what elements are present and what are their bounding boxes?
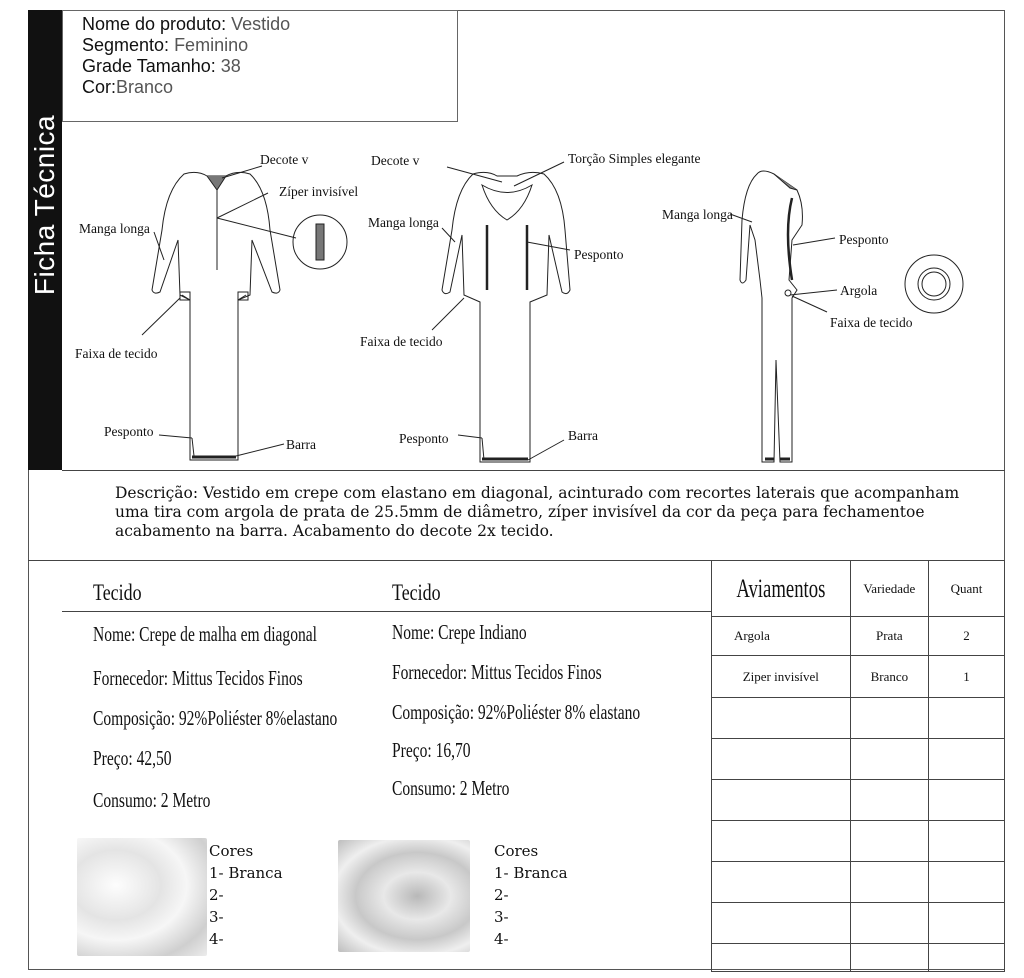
trims-header-row	[712, 561, 1005, 617]
trim-1-quantity: 2	[929, 617, 1005, 656]
product-segment-value: Feminino	[169, 35, 249, 55]
fabric-2-color-3: 3-	[494, 908, 509, 926]
fabric-2-color-2: 2-	[494, 886, 509, 904]
trims-table	[711, 560, 1005, 972]
front-view-drawing	[142, 166, 347, 460]
label-front-topstitch: Pesponto	[104, 424, 154, 439]
product-size-label: Grade Tamanho:	[82, 56, 216, 76]
fabric-2-colors	[494, 840, 568, 950]
product-segment-row	[82, 35, 457, 56]
product-description: Descrição: Vestido em crepe com elastano em diagonal, acinturado com recortes laterais que acompanham uma tira com argola de prata de 25.5mm de diâmetro, zíper invisível da cor da peça para fechamentoe acabamento na barra. Acabamento do decote 2x tecido.	[115, 484, 960, 540]
fabric-1-name: Nome: Crepe de malha em diagonal	[93, 622, 317, 646]
fabric-2-composition: Composição: 92%Poliéster 8% elastano	[392, 700, 641, 724]
label-front-sleeve: Manga longa	[79, 221, 150, 236]
table-row	[712, 780, 1005, 821]
back-view-drawing	[432, 162, 570, 462]
fabric-2-colors-title: Cores	[494, 842, 539, 860]
fabric-1-colors	[209, 840, 283, 950]
label-front-band: Faixa de tecido	[75, 346, 158, 361]
fabric-1-consumption: Consumo: 2 Metro	[93, 788, 211, 812]
fabric-1-swatch	[77, 838, 207, 956]
trims-header-name: Aviamentos	[712, 561, 851, 617]
label-front-neckline: Decote v	[260, 152, 309, 167]
divider-drawings	[62, 470, 1005, 471]
trims-header-variety: Variedade	[850, 561, 928, 617]
trim-2-variety: Branco	[850, 656, 928, 698]
label-front-zipper: Zíper invisível	[279, 184, 359, 199]
table-row	[712, 944, 1005, 972]
fabric-1-colors-title: Cores	[209, 842, 254, 860]
fabric-1-color-3: 3-	[209, 908, 224, 926]
fabric-1-price: Preço: 42,50	[93, 746, 172, 770]
technical-drawings	[62, 130, 1004, 470]
trim-1-name: Argola	[712, 617, 851, 656]
divider-fabric-title	[62, 611, 711, 612]
fabric-2-color-4: 4-	[494, 930, 509, 948]
fabric-2-consumption: Consumo: 2 Metro	[392, 776, 510, 800]
product-size-value: 38	[215, 56, 241, 76]
fabric-2-name: Nome: Crepe Indiano	[392, 620, 527, 644]
product-color-label: Cor:	[82, 77, 117, 97]
product-color-row	[82, 77, 457, 98]
fabric-2-title: Tecido	[392, 580, 441, 605]
table-row	[712, 903, 1005, 944]
table-row	[712, 656, 1005, 698]
trim-2-quantity: 1	[929, 656, 1005, 698]
fabric-2-supplier: Fornecedor: Mittus Tecidos Finos	[392, 660, 602, 684]
label-back-topstitch-side: Pesponto	[574, 247, 624, 262]
label-side-ring: Argola	[840, 283, 878, 298]
fabric-1-color-4: 4-	[209, 930, 224, 948]
label-back-sleeve: Manga longa	[368, 215, 439, 230]
fabric-2-swatch	[338, 840, 470, 952]
product-color-value: Branco	[116, 77, 174, 97]
product-size-row	[82, 56, 457, 77]
table-row	[712, 862, 1005, 903]
fabric-1-supplier: Fornecedor: Mittus Tecidos Finos	[93, 666, 303, 690]
trim-2-name: Ziper invisível	[712, 656, 851, 698]
fabric-2-color-1: 1- Branca	[494, 864, 568, 882]
table-row	[712, 698, 1005, 739]
product-info-box	[62, 10, 458, 122]
fabric-1-color-2: 2-	[209, 886, 224, 904]
label-side-topstitch: Pesponto	[839, 232, 889, 247]
label-back-band: Faixa de tecido	[360, 334, 443, 349]
label-back-topstitch: Pesponto	[399, 431, 449, 446]
table-row	[712, 821, 1005, 862]
label-side-band: Faixa de tecido	[830, 315, 913, 330]
label-back-hem: Barra	[568, 428, 598, 443]
trims-header-quantity: Quant	[929, 561, 1005, 617]
product-name-label: Nome do produto:	[82, 14, 227, 34]
sidebar-title: Ficha Técnica	[29, 114, 60, 296]
fabric-1-composition: Composição: 92%Poliéster 8%elastano	[93, 706, 338, 730]
fabric-1-color-1: 1- Branca	[209, 864, 283, 882]
label-front-hem: Barra	[286, 437, 316, 452]
product-segment-label: Segmento:	[82, 35, 170, 55]
product-name-row	[82, 14, 457, 35]
table-row	[712, 617, 1005, 656]
label-back-neckline: Decote v	[371, 153, 420, 168]
fabric-1-title: Tecido	[93, 580, 142, 605]
product-name-value: Vestido	[226, 14, 291, 34]
label-side-sleeve: Manga longa	[662, 207, 733, 222]
table-row	[712, 739, 1005, 780]
fabric-2-price: Preço: 16,70	[392, 738, 471, 762]
trim-1-variety: Prata	[850, 617, 928, 656]
label-back-twist: Torção Simples elegante	[568, 151, 701, 166]
